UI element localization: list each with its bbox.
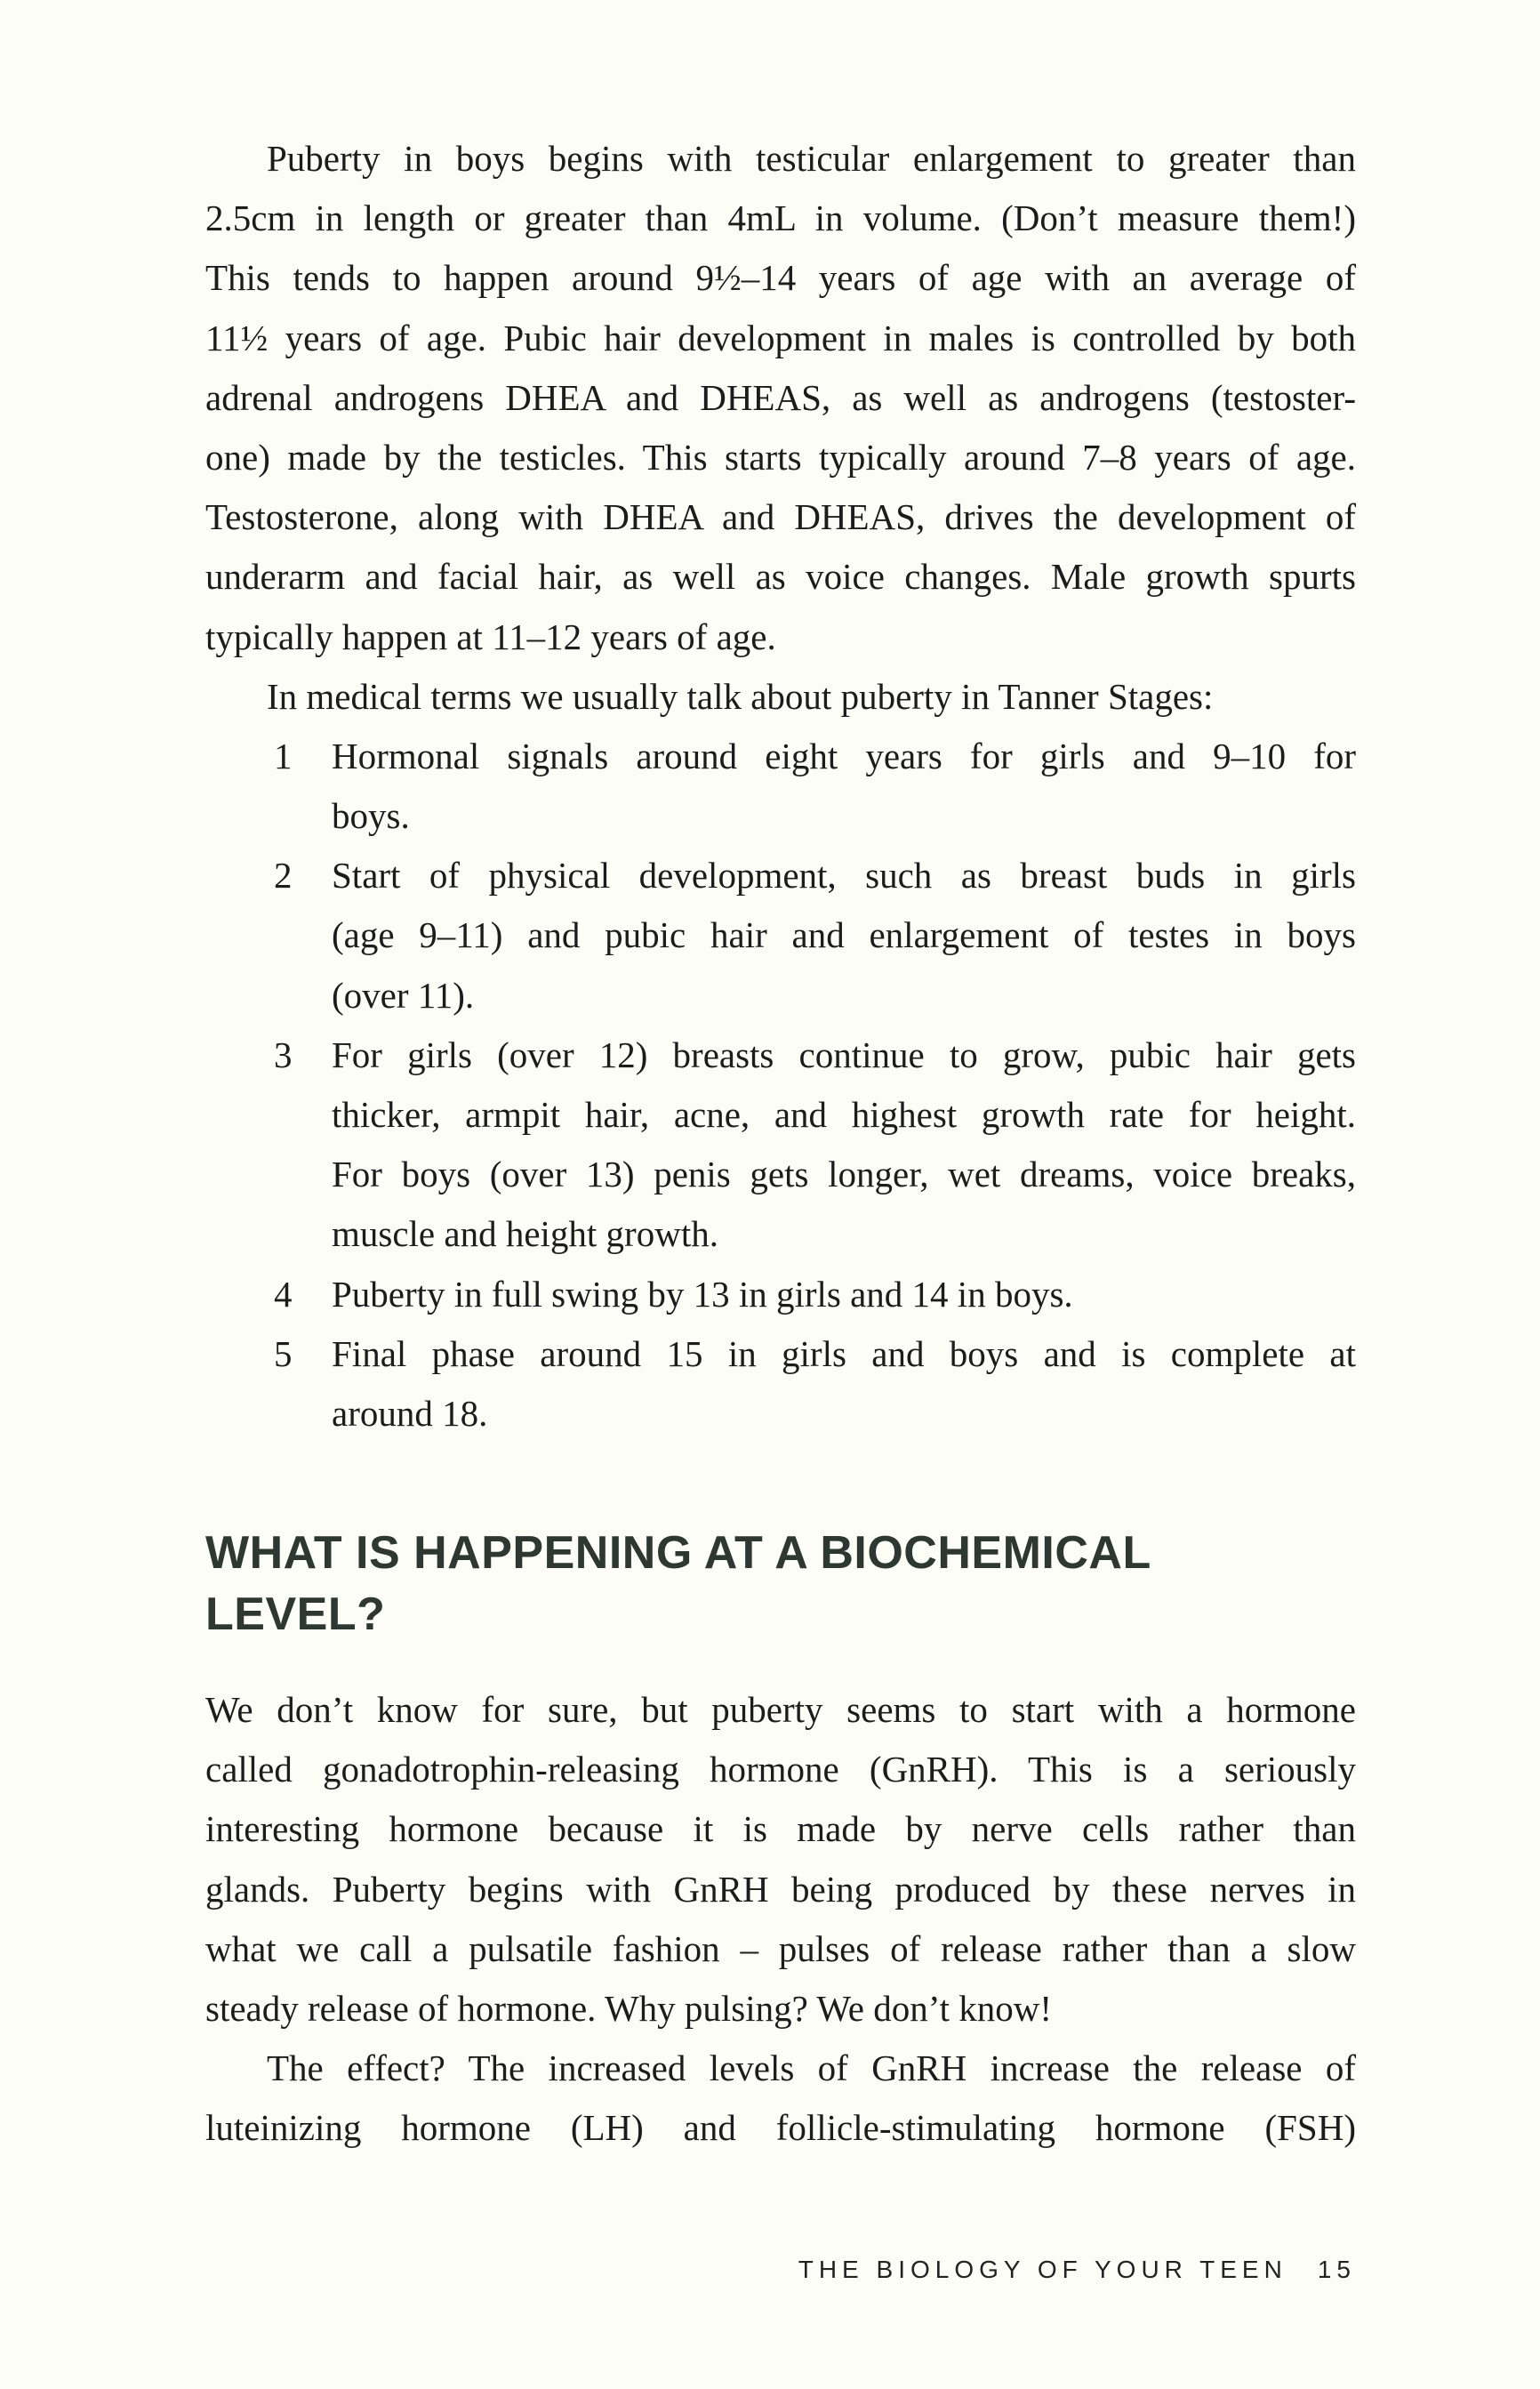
- list-item: [205, 1265, 1356, 1324]
- text-line: 11½ years of age. Pubic hair development in males is controlled by both: [205, 317, 1356, 358]
- text-line: (age 9–11) and pubic hair and enlargement of testes in boys: [332, 914, 1356, 956]
- text-line: Puberty in boys begins with testicular enlargement to greater than: [267, 138, 1356, 179]
- list-number: 2: [274, 855, 293, 897]
- text-line: Start of physical development, such as breast buds in girls: [332, 855, 1356, 897]
- heading-line: LEVEL?: [205, 1589, 386, 1640]
- text-line: For boys (over 13) penis gets longer, wet dreams, voice breaks,: [332, 1154, 1356, 1195]
- tanner-stages-list: [205, 727, 1356, 1444]
- text-line: one) made by the testicles. This starts typically around 7–8 years of age.: [205, 436, 1356, 478]
- paragraph-tanner-intro: In medical terms we usually talk about puberty in Tanner Stages:: [267, 675, 1214, 717]
- text-line: adrenal androgens DHEA and DHEAS, as well as androgens (testoster-: [205, 376, 1356, 418]
- list-item: [205, 727, 1356, 846]
- list-item: [205, 1026, 1356, 1265]
- running-head: THE BIOLOGY OF YOUR TEEN: [798, 2256, 1287, 2283]
- heading-line: WHAT IS HAPPENING AT A BIOCHEMICAL: [205, 1527, 1151, 1579]
- text-line: around 18.: [332, 1392, 488, 1434]
- text-line: Final phase around 15 in girls and boys and is complete at: [332, 1332, 1356, 1374]
- paragraph-gnrh: [205, 1680, 1356, 2039]
- list-number: 4: [274, 1273, 293, 1315]
- text-line: Puberty in full swing by 13 in girls and 14 in boys.: [332, 1273, 1073, 1315]
- text-line: muscle and height growth.: [332, 1213, 718, 1255]
- text-line: We don’t know for sure, but puberty seems to start with a hormone: [205, 1689, 1356, 1730]
- text-line: what we call a pulsatile fashion – pulses of release rather than a slow: [205, 1927, 1356, 1969]
- text-line: 2.5cm in length or greater than 4mL in volume. (Don’t measure them!): [205, 197, 1356, 239]
- text-line: luteinizing hormone (LH) and follicle-stimulating hormone (FSH): [205, 2107, 1356, 2149]
- page-number: 15: [1317, 2256, 1356, 2283]
- text-line: thicker, armpit hair, acne, and highest growth rate for height.: [332, 1094, 1356, 1135]
- body-text-top: [205, 129, 1356, 1444]
- text-line: called gonadotrophin-releasing hormone (GnRH). This is a seriously: [205, 1749, 1356, 1790]
- page-footer: [798, 2256, 1356, 2284]
- text-line: underarm and facial hair, as well as voice changes. Male growth spurts: [205, 556, 1356, 598]
- paragraph-effect: [205, 2039, 1356, 2158]
- text-line: Testosterone, along with DHEA and DHEAS, drives the development of: [205, 496, 1356, 538]
- text-line: interesting hormone because it is made by nerve cells rather than: [205, 1808, 1356, 1850]
- text-line: The effect? The increased levels of GnRH increase the release of: [267, 2047, 1356, 2089]
- text-line: Hormonal signals around eight years for girls and 9–10 for: [332, 735, 1356, 776]
- paragraph-boys-puberty: [205, 129, 1356, 667]
- text-line: For girls (over 12) breasts continue to grow, pubic hair gets: [332, 1034, 1356, 1075]
- body-text-bottom: [205, 1680, 1356, 2159]
- text-line: boys.: [332, 795, 410, 837]
- text-line: (over 11).: [332, 974, 475, 1016]
- list-number: 1: [274, 735, 293, 776]
- section-heading: [205, 1523, 1356, 1645]
- text-line: typically happen at 11–12 years of age.: [205, 615, 776, 657]
- text-line: glands. Puberty begins with GnRH being produced by these nerves in: [205, 1868, 1356, 1910]
- text-line: This tends to happen around 9½–14 years of age with an average of: [205, 257, 1356, 299]
- list-number: 3: [274, 1034, 293, 1075]
- list-item: [205, 846, 1356, 1026]
- list-number: 5: [274, 1332, 293, 1374]
- text-line: steady release of hormone. Why pulsing? We don’t know!: [205, 1987, 1053, 2029]
- list-item: [205, 1324, 1356, 1444]
